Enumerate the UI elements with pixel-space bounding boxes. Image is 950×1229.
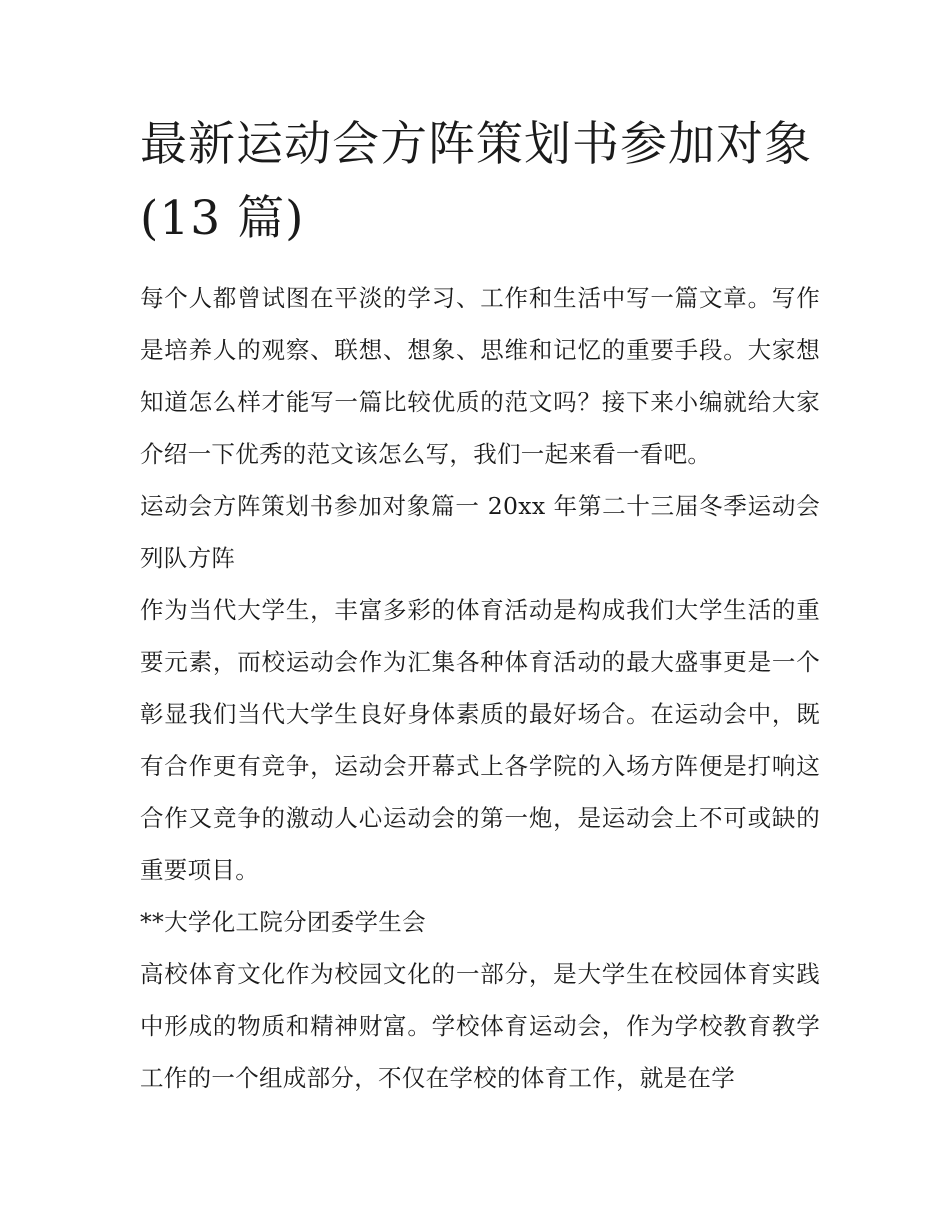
paragraph-campus-culture: 高校体育文化作为校园文化的一部分，是大学生在校园体育实践中形成的物质和精神财富。学校体育运动会，作为学校教育教学工作的一个组成部分，不仅在学校的体育工作，就是在学 (140, 960, 820, 1092)
paragraph-section-heading: 运动会方阵策划书参加对象篇一 20xx 年第二十三届冬季运动会列队方阵 (140, 492, 820, 572)
paragraph-organizer: **大学化工院分团委学生会 (140, 908, 426, 936)
document-page (140, 108, 820, 1104)
paragraph-background: 作为当代大学生，丰富多彩的体育活动是构成我们大学生活的重要元素，而校运动会作为汇集各种体育活动的最大盛事更是一个彰显我们当代大学生良好身体素质的最好场合。在运动会中，既有合作更有竞争，运动会开幕式上各学院的入场方阵便是打响这合作又竞争的激动人心运动会的第一炮，是运动会上不可或缺的重要项目。 (140, 596, 820, 884)
paragraph-intro: 每个人都曾试图在平淡的学习、工作和生活中写一篇文章。写作是培养人的观察、联想、想象、思维和记忆的重要手段。大家想知道怎么样才能写一篇比较优质的范文吗？接下来小编就给大家介绍一下优秀的范文该怎么写，我们一起来看一看吧。 (140, 284, 820, 468)
document-title: 最新运动会方阵策划书参加对象(13 篇) (140, 117, 812, 246)
